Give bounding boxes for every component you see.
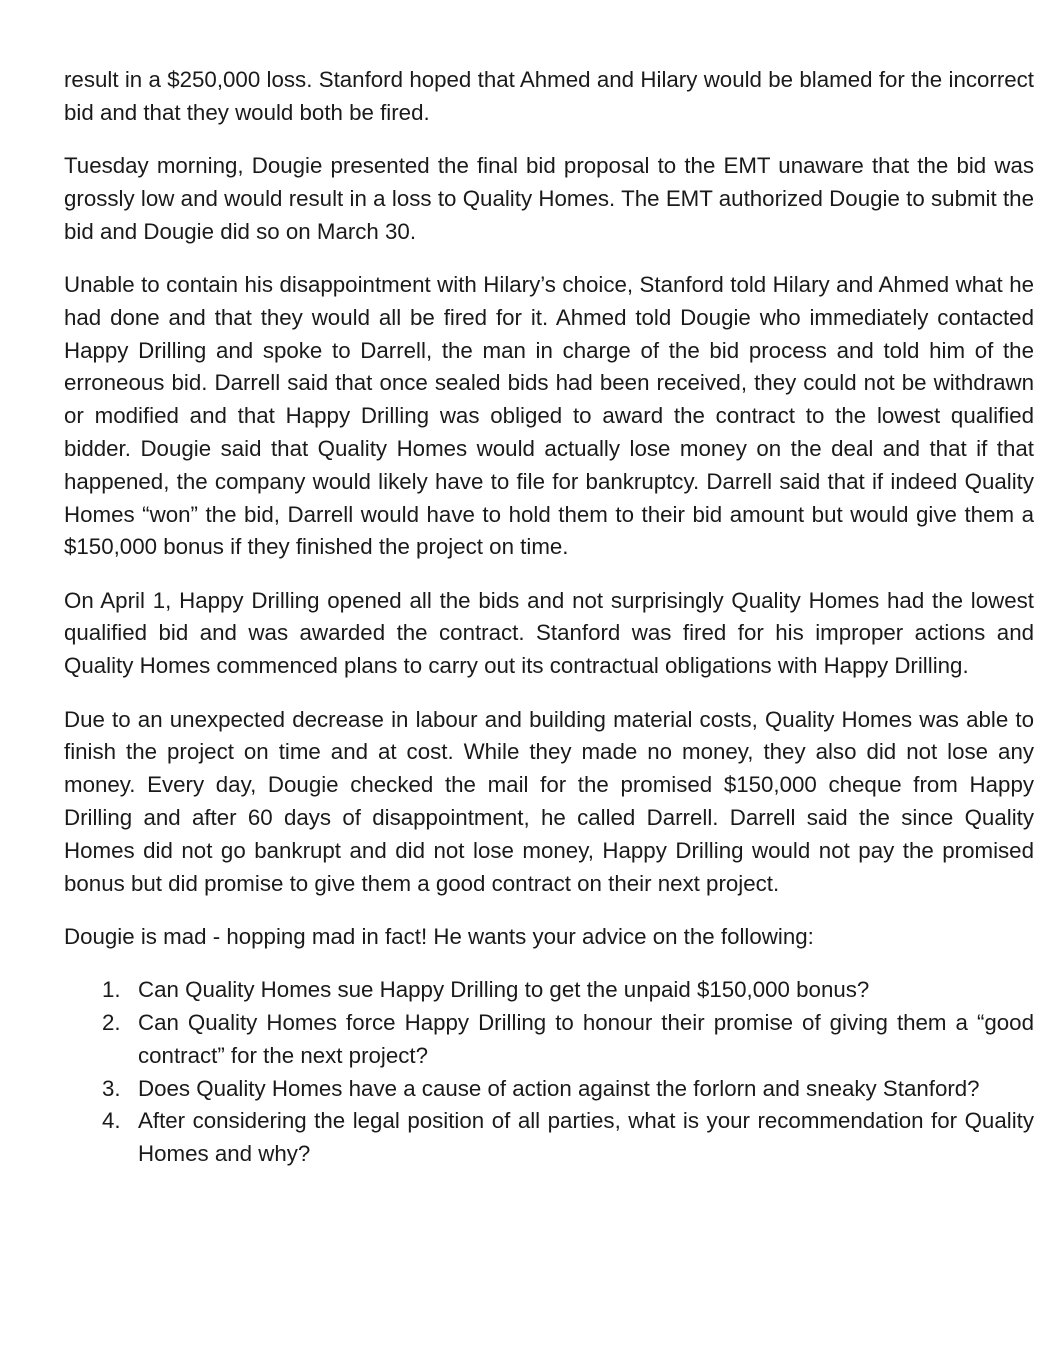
paragraph-stanford-confession: Unable to contain his disappointment with Hilary’s choice, Stanford told Hilary and Ahmed what he had done and that they would all be fired for it. Ahmed told Dougie who immediately contacted Happy Drilling and spoke to Darrell, the man in charge of the bid process and told him of the erroneous bid. Darrell said that once sealed bids had been received, they could not be withdrawn or modified and that Happy Drilling was obliged to award the contract to the lowest qualified bidder. Dougie said that Quality Homes would actually lose money on the deal and that if that happened, the company would likely have to file for bankruptcy. Darrell said that if indeed Quality Homes “won” the bid, Darrell would have to hold them to their bid amount but would give them a $150,000 bonus if they finished the project on time. bbox=[64, 271, 1034, 560]
list-item-text: Does Quality Homes have a cause of action against the forlorn and sneaky Stanford? bbox=[138, 1075, 980, 1101]
list-item-number: 3. bbox=[102, 1075, 121, 1101]
paragraph-bid-submission: Tuesday morning, Dougie presented the final bid proposal to the EMT unaware that the bid was grossly low and would result in a loss to Quality Homes. The EMT authorized Dougie to submit the bid and Dougie did so on March 30. bbox=[64, 153, 1034, 244]
list-item bbox=[64, 974, 1034, 1007]
list-item bbox=[64, 1007, 1034, 1073]
paragraph-advice-request: Dougie is mad - hopping mad in fact! He wants your advice on the following: bbox=[64, 923, 814, 949]
questions-list bbox=[64, 974, 1034, 1171]
list-item-number: 4. bbox=[102, 1108, 121, 1134]
list-item bbox=[64, 1073, 1034, 1106]
paragraph-contract-award: On April 1, Happy Drilling opened all the bids and not surprisingly Quality Homes had the lowest qualified bid and was awarded the contract. Stanford was fired for his improper actions and Quality Homes commenced plans to carry out its contractual obligations with Happy Drilling. bbox=[64, 587, 1034, 679]
list-item-text: Can Quality Homes force Happy Drilling to honour their promise of giving them a “good contract” for the next project? bbox=[138, 1009, 1034, 1068]
list-item-number: 2. bbox=[102, 1009, 121, 1035]
paragraph-project-completion: Due to an unexpected decrease in labour and building material costs, Quality Homes was able to finish the project on time and at cost. While they made no money, they also did not lose any money. Every day, Dougie checked the mail for the promised $150,000 cheque from Happy Drilling and after 60 days of disappointment, he called Darrell. Darrell said the since Quality Homes did not go bankrupt and did not lose money, Happy Drilling would not pay the promised bonus but did promise to give them a good contract on their next project. bbox=[64, 706, 1034, 896]
list-item-number: 1. bbox=[102, 977, 121, 1003]
list-item bbox=[64, 1105, 1034, 1171]
list-item-text: After considering the legal position of all parties, what is your recommendation for Quality Homes and why? bbox=[138, 1108, 1034, 1167]
paragraph-continuation: result in a $250,000 loss. Stanford hoped that Ahmed and Hilary would be blamed for the incorrect bid and that they would both be fired. bbox=[64, 67, 1034, 125]
list-item-text: Can Quality Homes sue Happy Drilling to get the unpaid $150,000 bonus? bbox=[138, 977, 870, 1003]
